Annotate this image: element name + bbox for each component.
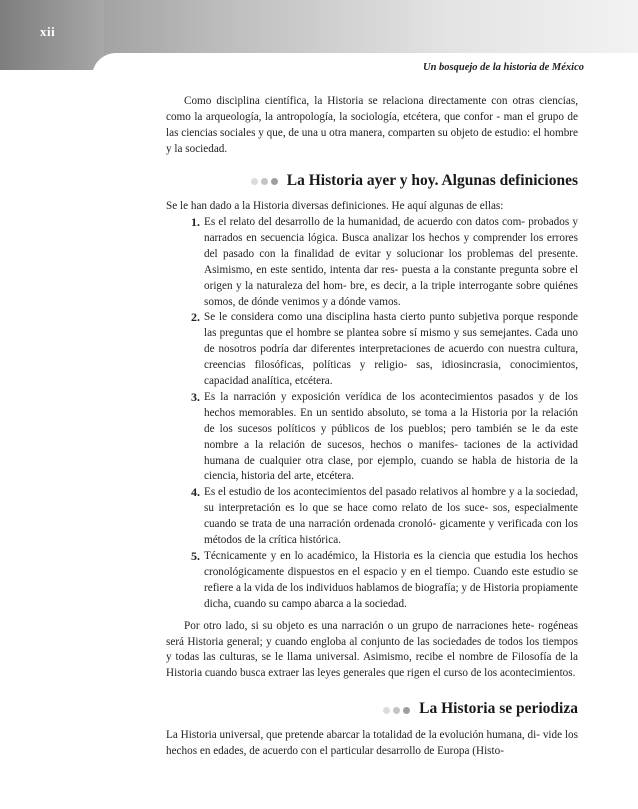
list-item (166, 215, 578, 310)
heading-dots-icon (251, 172, 281, 190)
page-corner-curve (92, 53, 638, 93)
definitions-list (166, 215, 578, 613)
intro-paragraph: Como disciplina científica, la Historia se relaciona directamente con otras ciencias, como la arqueología, la antropología, la sociología, etcétera, que confor - man el grupo de las ciencias sociales y que, de una u otra manera, comparten su objeto de estudio: el hombre y la sociedad. (166, 95, 578, 155)
list-item (166, 310, 578, 390)
page-number: xii (40, 24, 56, 39)
periodization-paragraph: La Historia universal, que pretende abarcar la totalidad de la evolución humana, di- vide los hechos en edades, de acuerdo con el particular desarrollo de Europa (Histo- (166, 728, 578, 757)
section-heading-definitions (166, 172, 578, 190)
item-text: Técnicamente y en lo académico, la Historia es la ciencia que estudia los hechos cronológicamente dispuestos en el espacio y en el tiempo. Cuando este estudio se refiere a la vida de los individuos hablamos de biografía; y de Historia propiamente dicha, cuando su campo abarca a la sociedad. (204, 550, 578, 610)
section-heading-text: La Historia se periodiza (419, 700, 578, 718)
item-text: Es el estudio de los acontecimientos del pasado relativos al hombre y a la sociedad, su interpretación es lo que se hace como relato de los suce- sos, especialmente cuando se trata de una narración ordenada cronoló- gicamente y verificada con los métodos de la crítica histórica. (204, 486, 578, 547)
list-item (166, 549, 578, 613)
item-text: Es la narración y exposición verídica de los acontecimientos pasados y de los hechos memorables. En un sentido absoluto, se toma a la Historia por la relación de los sucesos políticos y públicos de los pueblos; pero también se le da este nombre a la relación de sucesos, hechos o manifes- taciones de la actividad humana de cualquier otra clase, por ejemplo, cuando se habla de historia de la ciencia, historia del arte, etcétera. (204, 390, 578, 483)
item-number: 1. (191, 214, 200, 229)
heading-dots-icon (383, 701, 413, 719)
item-text: Se le considera como una disciplina hasta cierto punto subjetiva porque responde las preguntas que el hombre se plantea sobre sí mismo y sus semejantes. Cada uno de nosotros podría dar diferentes interpretaciones de acuerdo con nuestra cultura, creencias filosóficas, políticas y religio- sas, idiosincrasia, conocimientos, capacidad analítica, etcétera. (204, 311, 578, 388)
item-text: Es el relato del desarrollo de la humanidad, de acuerdo con datos com- probados y narrados en secuencia lógica. Busca analizar los hechos y comprender los errores del pasado con la finalidad de evitar y solucionar los problemas del presente. Asimismo, en este sentido, intenta dar res- puesta a la constante pregunta sobre el origen y la naturaleza del hom- bre, es decir, a la triple interrogante sobre quiénes somos, de dónde venimos y a dónde vamos. (204, 215, 578, 308)
list-item (166, 485, 578, 549)
item-number: 3. (191, 389, 200, 404)
definitions-intro: Se le han dado a la Historia diversas definiciones. He aquí algunas de ellas: (166, 200, 504, 213)
item-number: 2. (191, 310, 200, 325)
item-number: 4. (191, 485, 200, 500)
section-heading-periodization (166, 700, 578, 718)
page-body (166, 94, 578, 760)
closing-paragraph: Por otro lado, si su objeto es una narración o un grupo de narraciones hete- rogéneas será Historia general; y cuando engloba al conjunto de las sociedades de todos los tiempos y todas las culturas, se le llama universal. Asimismo, recibe el nombre de Filosofía de la Historia cuando busca extraer las leyes generales que rigen el curso de los acontecimientos. (166, 619, 578, 680)
item-number: 5. (191, 549, 200, 563)
list-item (166, 390, 578, 485)
running-head: Un bosquejo de la historia de México (422, 62, 584, 73)
section-heading-text: La Historia ayer y hoy. Algunas definiciones (286, 171, 578, 189)
